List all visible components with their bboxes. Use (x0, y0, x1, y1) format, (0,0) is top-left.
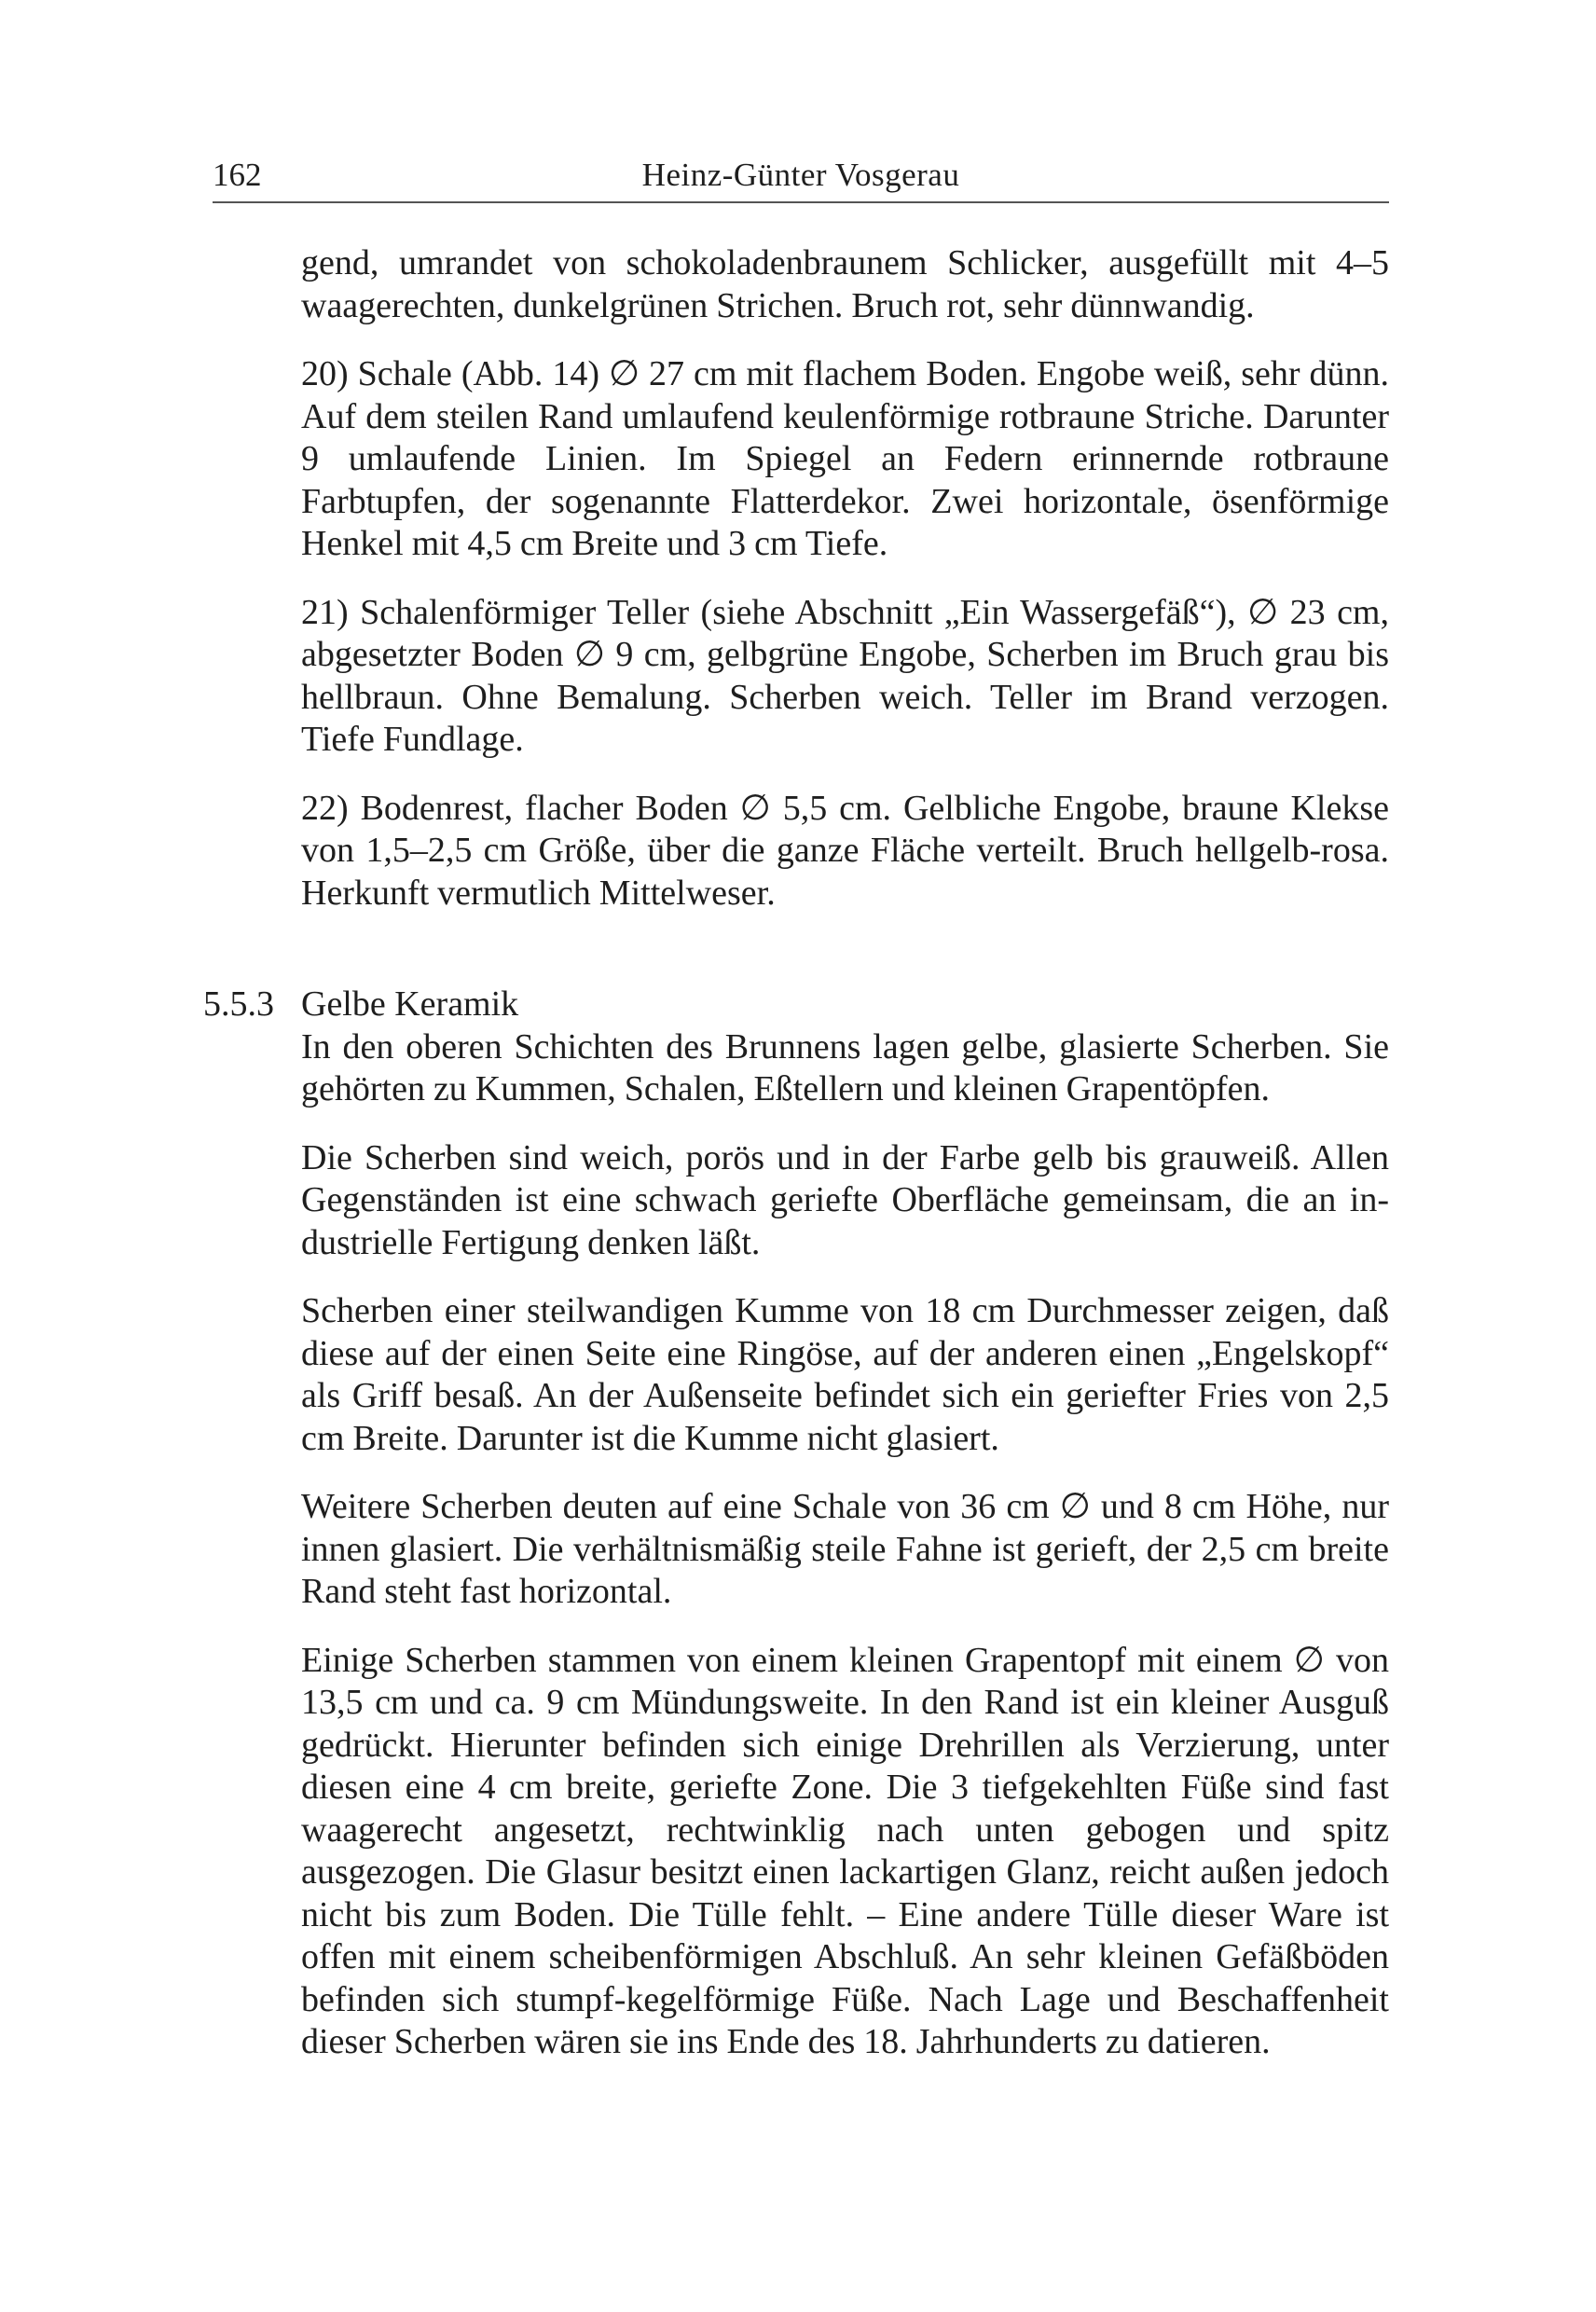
paragraph: Einige Scherben stammen von einem kleinen Grapentopf mit einem ∅ von 13,5 cm und ca. 9 cm Mündungsweite. In den Rand ist ein kleiner Ausguß gedrückt. Hierunter befinden sich einige Drehrillen als Verzierung, unter diesen eine 4 cm breite, geriefte Zone. Die 3 tiefgekehlten Füße sind fast waagerecht angesetzt, rechtwinklig nach unten gebogen und spitz ausgezogen. Die Glasur besitzt einen lackartigen Glanz, reicht außen jedoch nicht bis zum Boden. Die Tülle fehlt. – Eine andere Tülle dieser Ware ist offen mit einem scheibenförmigen Abschluß. An sehr kleinen Gefäßböden befinden sich stumpf-kegelförmige Füße. Nach Lage und Beschaffenheit dieser Scherben wären sie ins Ende des 18. Jahrhunderts zu datieren. (301, 1640, 1389, 2061)
section-heading: Gelbe Keramik (301, 984, 519, 1024)
paragraph-item-20: 20) Schale (Abb. 14) ∅ 27 cm mit flachem Boden. Engobe weiß, sehr dünn. Auf dem steilen Rand umlaufend keulenförmige rotbraune Striche. Darunter 9 umlaufende Linien. Im Spiegel an Federn erinnernde rotbraune Farbtupfen, der sogenannte Flatterdekor. Zwei horizontale, ösenförmige Henkel mit 4,5 cm Breite und 3 cm Tiefe. (301, 354, 1389, 563)
page-number: 162 (213, 157, 262, 193)
paragraph: Die Scherben sind weich, porös und in der Farbe gelb bis grauweiß. Allen Gegenständen ist eine schwach geriefte Oberfläche gemeinsam, die an industrielle Fertigung denken läßt. (301, 1137, 1389, 1262)
running-header (213, 157, 1389, 203)
section-number: 5.5.3 (203, 984, 274, 1024)
paragraph-item-22: 22) Bodenrest, flacher Boden ∅ 5,5 cm. Gelbliche Engobe, braune Klekse von 1,5–2,5 cm Größe, über die ganze Fläche verteilt. Bruch hellgelb-rosa. Herkunft vermutlich Mittelweser. (301, 788, 1389, 913)
running-title: Heinz-Günter Vosgerau (641, 157, 960, 193)
section-gelbe-keramik (203, 984, 1389, 2064)
paragraph: Scherben einer steilwandigen Kumme von 18 cm Durchmesser zeigen, daß diese auf der einen Seite eine Ringöse, auf der anderen einen „Engelskopf“ als Griff besaß. An der Außenseite befindet sich ein geriefter Fries von 2,5 cm Breite. Darunter ist die Kumme nicht glasiert. (301, 1291, 1389, 1458)
body-text (203, 242, 1389, 2064)
paragraph: In den oberen Schichten des Brunnens lagen gelbe, glasierte Scherben. Sie gehörten zu Kummen, Schalen, Eßtellern und kleinen Grapentöpfen. (301, 1026, 1389, 1108)
paragraph-item-21: 21) Schalenförmiger Teller (siehe Abschnitt „Ein Wassergefäß“), ∅ 23 cm, abgesetzter Boden ∅ 9 cm, gelbgrüne Engobe, Scherben im Bruch grau bis hellbraun. Ohne Bemalung. Scherben weich. Teller im Brand verzogen. Tiefe Fundlage. (301, 592, 1389, 759)
paragraph: Weitere Scherben deuten auf eine Schale von 36 cm ∅ und 8 cm Höhe, nur innen glasiert. Die verhältnismäßig steile Fahne ist gerieft, der 2,5 cm breite Rand steht fast horizontal. (301, 1487, 1389, 1611)
paragraph: gend, umrandet von schokoladenbraunem Schlicker, ausgefüllt mit 4–5 waagerechten, dunkelgrünen Strichen. Bruch rot, sehr dünnwandig. (301, 243, 1389, 325)
